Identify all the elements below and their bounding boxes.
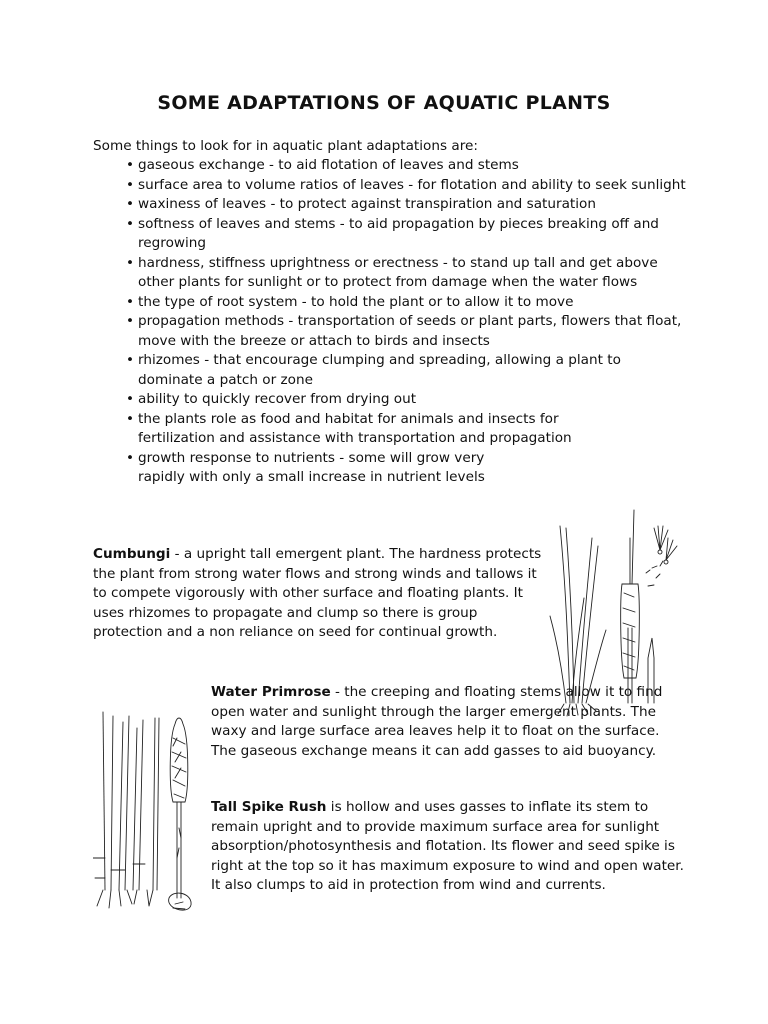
list-item: • gaseous exchange - to aid flotation of leaves and stems [126,156,686,176]
spike-rush-illustration [93,698,205,916]
adaptation-list [126,156,686,488]
list-item: • the plants role as food and habitat for animals and insects for fertilization and assistance with transportation and propagation [126,410,608,449]
list-item: • rhizomes - that encourage clumping and spreading, allowing a plant to dominate a patch or zone [126,351,686,390]
list-item: • ability to quickly recover from drying out [126,390,686,410]
page-title: SOME ADAPTATIONS OF AQUATIC PLANTS [157,92,611,114]
cumbungi-illustration [548,498,678,720]
list-item: • surface area to volume ratios of leaves - for flotation and ability to seek sunlight [126,176,686,196]
list-item: • propagation methods - transportation of seeds or plant parts, flowers that float, move with the breeze or attach to birds and insects [126,312,686,351]
cumbungi-paragraph [93,545,543,643]
list-item: • softness of leaves and stems - to aid propagation by pieces breaking off and regrowing [126,215,686,254]
spike-rush-heading: Tall Spike Rush [211,799,327,815]
list-item: • waxiness of leaves - to protect against transpiration and saturation [126,195,686,215]
intro-text: Some things to look for in aquatic plant adaptations are: [93,138,478,154]
cumbungi-description: - a upright tall emergent plant. The hardness protects the plant from strong water flows and strong winds and tallows it to compete vigorously with other surface and floating plants. It uses rhizomes to propagate and clump so there is group protection and a non reliance on seed for continual growth. [93,546,542,640]
list-item: • growth response to nutrients - some will grow very rapidly with only a small increase in nutrient levels [126,449,528,488]
spike-rush-description: is hollow and uses gasses to inflate its stem to remain upright and to provide maximum surface area for sunlight absorption/photosynthesis and flotation. Its flower and seed spike is right at the top so it has maximum exposure to wind and open water. It also clumps to aid in protection from wind and currents. [211,799,684,893]
cumbungi-heading: Cumbungi [93,546,171,562]
list-item: • the type of root system - to hold the plant or to allow it to move [126,293,686,313]
water-primrose-description: - the creeping and floating stems allow it to find open water and sunlight through the larger emergent plants. The waxy and large surface area leaves help it to float on the surface. The gaseous exchange means it can add gasses to aid buoyancy. [211,684,663,759]
spike-rush-paragraph [211,798,686,896]
list-item: • hardness, stiffness uprightness or erectness - to stand up tall and get above other plants for sunlight or to protect from damage when the water flows [126,254,686,293]
water-primrose-heading: Water Primrose [211,684,331,700]
